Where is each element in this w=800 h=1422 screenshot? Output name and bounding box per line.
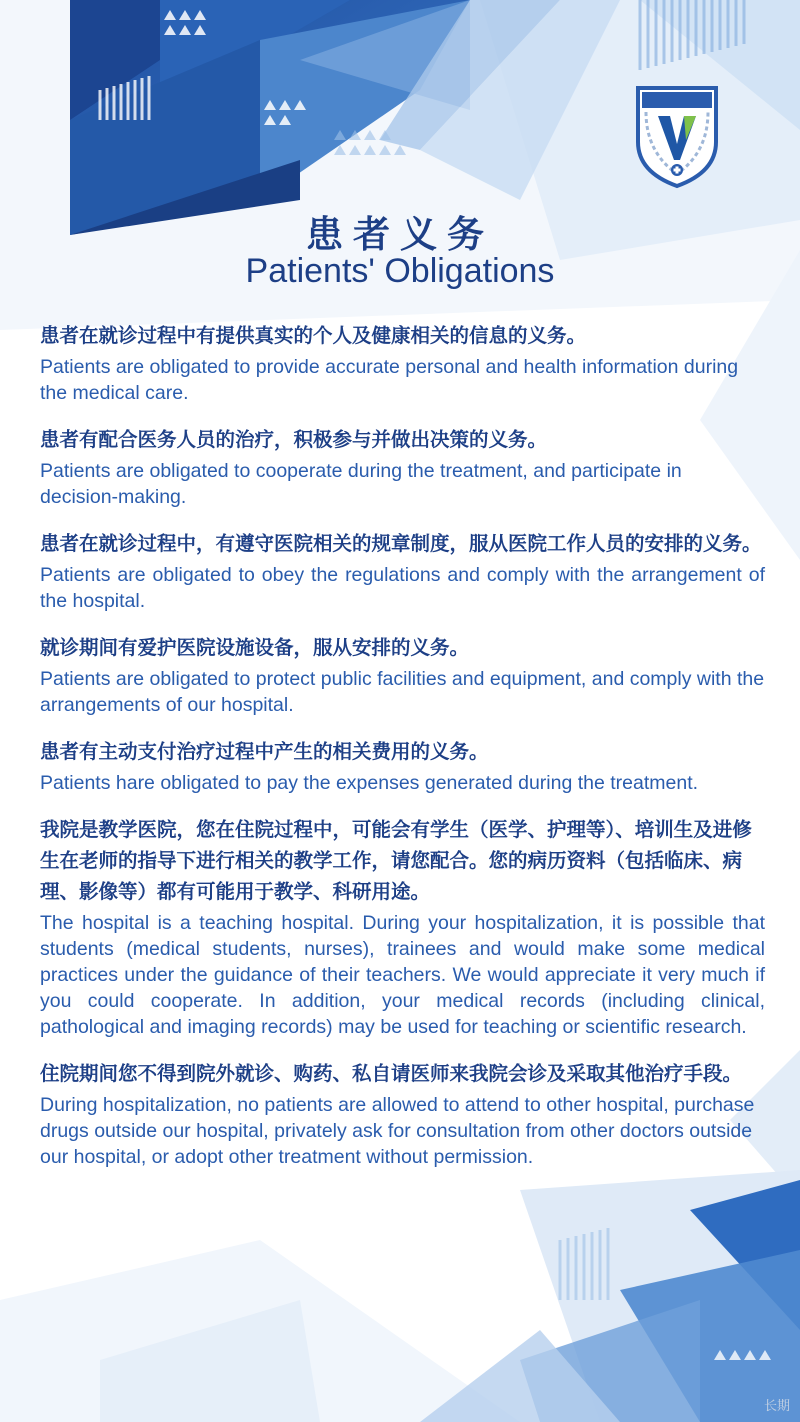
obligation-en: Patients are obligated to protect public facilities and equipment, and comply with the arrangements of our hospital. [40,668,765,716]
obligation-item [40,528,765,614]
watermark-text: 长期 [763,1399,790,1414]
obligation-en: During hospitalization, no patients are allowed to attend to other hospital, purchase drugs outside our hospital, privately ask for consultation from other doctors outside our hospital, or adopt other treatment without permission. [40,1094,755,1168]
obligation-en: Patients are obligated to obey the regulations and comply with the arrangement of the hospital. [40,564,765,612]
obligation-item [40,1058,765,1170]
obligation-item [40,632,765,718]
obligation-cn: 患者在就诊过程中，有遵守医院相关的规章制度，服从医院工作人员的安排的义务。 [40,532,762,555]
page-title-cn: 患者义务 [306,213,494,256]
obligation-cn: 住院期间您不得到院外就诊、购药、私自请医师来我院会诊及采取其他治疗手段。 [40,1062,743,1085]
obligation-cn: 患者有配合医务人员的治疗，积极参与并做出决策的义务。 [40,428,548,451]
obligation-item [40,320,765,406]
obligation-cn: 就诊期间有爱护医院设施设备，服从安排的义务。 [40,636,470,659]
obligation-cn: 患者有主动支付治疗过程中产生的相关费用的义务。 [40,740,489,763]
obligations-list [40,320,765,1188]
obligation-en: Patients hare obligated to pay the expenses generated during the treatment. [40,772,699,794]
obligation-item [40,736,765,796]
obligation-cn: 我院是教学医院，您在住院过程中，可能会有学生（医学、护理等）、培训生及进修生在老师的指导下进行相关的教学工作，请您配合。您的病历资料（包括临床、病理、影像等）都有可能用于教学、科研用途。 [40,818,752,903]
obligation-item [40,424,765,510]
obligation-en: Patients are obligated to cooperate during the treatment, and participate in decision-making. [40,460,682,508]
obligation-en: Patients are obligated to provide accurate personal and health information during the medical care. [40,356,739,404]
page-title-en: Patients' Obligations [245,252,555,290]
obligation-cn: 患者在就诊过程中有提供真实的个人及健康相关的信息的义务。 [40,324,587,347]
obligation-en: The hospital is a teaching hospital. During your hospitalization, it is possible that students (medical students, nurses), trainees and would make some medical practices under the guidance of their teachers. We would appreciate it very much if you could cooperate. In addition, your medical records (including clinical, pathological and imaging records) may be used for teaching or scientific research. [40,912,765,1038]
obligation-item [40,814,765,1040]
